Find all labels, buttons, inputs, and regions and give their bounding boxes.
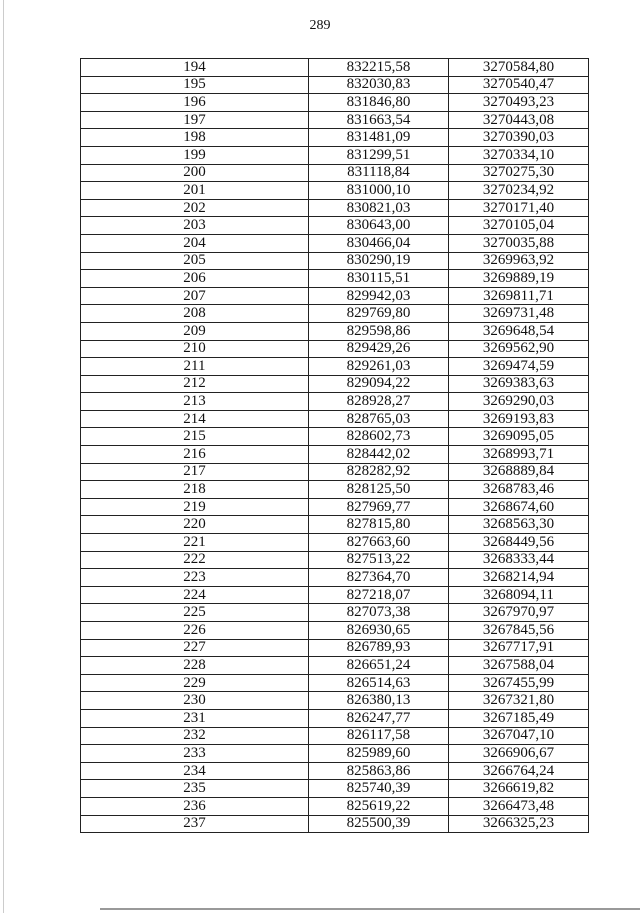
point-number-cell: 234 bbox=[81, 762, 309, 780]
point-number-cell: 199 bbox=[81, 146, 309, 164]
point-number-cell: 214 bbox=[81, 410, 309, 428]
y-coordinate-cell: 3267047,10 bbox=[449, 727, 589, 745]
point-number-cell: 210 bbox=[81, 340, 309, 358]
point-number-cell: 222 bbox=[81, 551, 309, 569]
table-row bbox=[81, 305, 589, 323]
y-coordinate-cell: 3270234,92 bbox=[449, 182, 589, 200]
table-row bbox=[81, 534, 589, 552]
y-coordinate-cell: 3268993,71 bbox=[449, 446, 589, 464]
y-coordinate-cell: 3269474,59 bbox=[449, 358, 589, 376]
table-row bbox=[81, 322, 589, 340]
table-row bbox=[81, 692, 589, 710]
x-coordinate-cell: 826930,65 bbox=[309, 622, 449, 640]
x-coordinate-cell: 826651,24 bbox=[309, 657, 449, 675]
y-coordinate-cell: 3267185,49 bbox=[449, 709, 589, 727]
table-row bbox=[81, 287, 589, 305]
x-coordinate-cell: 827218,07 bbox=[309, 586, 449, 604]
coordinates-table bbox=[80, 58, 589, 833]
point-number-cell: 213 bbox=[81, 393, 309, 411]
y-coordinate-cell: 3270493,23 bbox=[449, 94, 589, 112]
point-number-cell: 224 bbox=[81, 586, 309, 604]
x-coordinate-cell: 828602,73 bbox=[309, 428, 449, 446]
point-number-cell: 207 bbox=[81, 287, 309, 305]
y-coordinate-cell: 3268889,84 bbox=[449, 463, 589, 481]
y-coordinate-cell: 3269963,92 bbox=[449, 252, 589, 270]
table-row bbox=[81, 129, 589, 147]
x-coordinate-cell: 831481,09 bbox=[309, 129, 449, 147]
table-row bbox=[81, 780, 589, 798]
point-number-cell: 233 bbox=[81, 745, 309, 763]
point-number-cell: 227 bbox=[81, 639, 309, 657]
table-row bbox=[81, 164, 589, 182]
table-row bbox=[81, 498, 589, 516]
y-coordinate-cell: 3270584,80 bbox=[449, 59, 589, 77]
point-number-cell: 236 bbox=[81, 797, 309, 815]
y-coordinate-cell: 3267970,97 bbox=[449, 604, 589, 622]
point-number-cell: 200 bbox=[81, 164, 309, 182]
point-number-cell: 203 bbox=[81, 217, 309, 235]
y-coordinate-cell: 3266325,23 bbox=[449, 815, 589, 833]
point-number-cell: 229 bbox=[81, 674, 309, 692]
x-coordinate-cell: 826514,63 bbox=[309, 674, 449, 692]
page-number: 289 bbox=[309, 18, 331, 33]
x-coordinate-cell: 830466,04 bbox=[309, 234, 449, 252]
y-coordinate-cell: 3269095,05 bbox=[449, 428, 589, 446]
x-coordinate-cell: 830290,19 bbox=[309, 252, 449, 270]
x-coordinate-cell: 832215,58 bbox=[309, 59, 449, 77]
table-row bbox=[81, 182, 589, 200]
x-coordinate-cell: 828928,27 bbox=[309, 393, 449, 411]
point-number-cell: 226 bbox=[81, 622, 309, 640]
point-number-cell: 211 bbox=[81, 358, 309, 376]
point-number-cell: 219 bbox=[81, 498, 309, 516]
point-number-cell: 232 bbox=[81, 727, 309, 745]
table-row bbox=[81, 217, 589, 235]
x-coordinate-cell: 830643,00 bbox=[309, 217, 449, 235]
table-row bbox=[81, 358, 589, 376]
table-row bbox=[81, 59, 589, 77]
x-coordinate-cell: 829429,26 bbox=[309, 340, 449, 358]
y-coordinate-cell: 3270275,30 bbox=[449, 164, 589, 182]
x-coordinate-cell: 826789,93 bbox=[309, 639, 449, 657]
point-number-cell: 216 bbox=[81, 446, 309, 464]
point-number-cell: 195 bbox=[81, 76, 309, 94]
y-coordinate-cell: 3269193,83 bbox=[449, 410, 589, 428]
y-coordinate-cell: 3267588,04 bbox=[449, 657, 589, 675]
x-coordinate-cell: 826380,13 bbox=[309, 692, 449, 710]
table-body bbox=[81, 59, 589, 833]
y-coordinate-cell: 3270540,47 bbox=[449, 76, 589, 94]
y-coordinate-cell: 3266619,82 bbox=[449, 780, 589, 798]
x-coordinate-cell: 832030,83 bbox=[309, 76, 449, 94]
x-coordinate-cell: 828125,50 bbox=[309, 481, 449, 499]
table-row bbox=[81, 393, 589, 411]
x-coordinate-cell: 826247,77 bbox=[309, 709, 449, 727]
y-coordinate-cell: 3270334,10 bbox=[449, 146, 589, 164]
table-row bbox=[81, 410, 589, 428]
point-number-cell: 231 bbox=[81, 709, 309, 727]
x-coordinate-cell: 827969,77 bbox=[309, 498, 449, 516]
x-coordinate-cell: 828282,92 bbox=[309, 463, 449, 481]
table-row bbox=[81, 234, 589, 252]
table-row bbox=[81, 199, 589, 217]
scan-edge-left bbox=[3, 0, 4, 913]
table-row bbox=[81, 481, 589, 499]
x-coordinate-cell: 825500,39 bbox=[309, 815, 449, 833]
point-number-cell: 196 bbox=[81, 94, 309, 112]
point-number-cell: 220 bbox=[81, 516, 309, 534]
x-coordinate-cell: 831118,84 bbox=[309, 164, 449, 182]
point-number-cell: 218 bbox=[81, 481, 309, 499]
x-coordinate-cell: 829261,03 bbox=[309, 358, 449, 376]
table-row bbox=[81, 76, 589, 94]
point-number-cell: 206 bbox=[81, 270, 309, 288]
x-coordinate-cell: 831000,10 bbox=[309, 182, 449, 200]
y-coordinate-cell: 3270105,04 bbox=[449, 217, 589, 235]
x-coordinate-cell: 825619,22 bbox=[309, 797, 449, 815]
table-row bbox=[81, 674, 589, 692]
y-coordinate-cell: 3266906,67 bbox=[449, 745, 589, 763]
point-number-cell: 198 bbox=[81, 129, 309, 147]
y-coordinate-cell: 3266764,24 bbox=[449, 762, 589, 780]
x-coordinate-cell: 829769,80 bbox=[309, 305, 449, 323]
scan-edge-bottom bbox=[100, 908, 640, 910]
table-row bbox=[81, 657, 589, 675]
point-number-cell: 235 bbox=[81, 780, 309, 798]
y-coordinate-cell: 3266473,48 bbox=[449, 797, 589, 815]
y-coordinate-cell: 3267717,91 bbox=[449, 639, 589, 657]
x-coordinate-cell: 828442,02 bbox=[309, 446, 449, 464]
table-row bbox=[81, 551, 589, 569]
point-number-cell: 204 bbox=[81, 234, 309, 252]
table-row bbox=[81, 604, 589, 622]
y-coordinate-cell: 3269811,71 bbox=[449, 287, 589, 305]
x-coordinate-cell: 830821,03 bbox=[309, 199, 449, 217]
y-coordinate-cell: 3269562,90 bbox=[449, 340, 589, 358]
x-coordinate-cell: 825989,60 bbox=[309, 745, 449, 763]
table-row bbox=[81, 111, 589, 129]
table-row bbox=[81, 815, 589, 833]
x-coordinate-cell: 829094,22 bbox=[309, 375, 449, 393]
y-coordinate-cell: 3268094,11 bbox=[449, 586, 589, 604]
x-coordinate-cell: 831846,80 bbox=[309, 94, 449, 112]
y-coordinate-cell: 3269889,19 bbox=[449, 270, 589, 288]
table-row bbox=[81, 516, 589, 534]
x-coordinate-cell: 827815,80 bbox=[309, 516, 449, 534]
y-coordinate-cell: 3267845,56 bbox=[449, 622, 589, 640]
point-number-cell: 221 bbox=[81, 534, 309, 552]
x-coordinate-cell: 828765,03 bbox=[309, 410, 449, 428]
table-row bbox=[81, 569, 589, 587]
x-coordinate-cell: 825740,39 bbox=[309, 780, 449, 798]
table-row bbox=[81, 745, 589, 763]
point-number-cell: 202 bbox=[81, 199, 309, 217]
x-coordinate-cell: 830115,51 bbox=[309, 270, 449, 288]
y-coordinate-cell: 3269648,54 bbox=[449, 322, 589, 340]
y-coordinate-cell: 3268674,60 bbox=[449, 498, 589, 516]
table-row bbox=[81, 797, 589, 815]
y-coordinate-cell: 3269290,03 bbox=[449, 393, 589, 411]
table-row bbox=[81, 709, 589, 727]
table-row bbox=[81, 270, 589, 288]
y-coordinate-cell: 3267455,99 bbox=[449, 674, 589, 692]
x-coordinate-cell: 827663,60 bbox=[309, 534, 449, 552]
point-number-cell: 197 bbox=[81, 111, 309, 129]
table-row bbox=[81, 727, 589, 745]
table-row bbox=[81, 639, 589, 657]
table-row bbox=[81, 375, 589, 393]
y-coordinate-cell: 3268783,46 bbox=[449, 481, 589, 499]
point-number-cell: 217 bbox=[81, 463, 309, 481]
point-number-cell: 228 bbox=[81, 657, 309, 675]
y-coordinate-cell: 3270035,88 bbox=[449, 234, 589, 252]
x-coordinate-cell: 827513,22 bbox=[309, 551, 449, 569]
table-row bbox=[81, 340, 589, 358]
x-coordinate-cell: 829598,86 bbox=[309, 322, 449, 340]
y-coordinate-cell: 3268563,30 bbox=[449, 516, 589, 534]
y-coordinate-cell: 3268333,44 bbox=[449, 551, 589, 569]
point-number-cell: 212 bbox=[81, 375, 309, 393]
table-row bbox=[81, 446, 589, 464]
table-row bbox=[81, 252, 589, 270]
point-number-cell: 201 bbox=[81, 182, 309, 200]
point-number-cell: 223 bbox=[81, 569, 309, 587]
x-coordinate-cell: 827073,38 bbox=[309, 604, 449, 622]
table-row bbox=[81, 586, 589, 604]
y-coordinate-cell: 3270171,40 bbox=[449, 199, 589, 217]
table-row bbox=[81, 622, 589, 640]
point-number-cell: 237 bbox=[81, 815, 309, 833]
point-number-cell: 225 bbox=[81, 604, 309, 622]
table-row bbox=[81, 146, 589, 164]
point-number-cell: 208 bbox=[81, 305, 309, 323]
y-coordinate-cell: 3268449,56 bbox=[449, 534, 589, 552]
point-number-cell: 194 bbox=[81, 59, 309, 77]
x-coordinate-cell: 831299,51 bbox=[309, 146, 449, 164]
point-number-cell: 205 bbox=[81, 252, 309, 270]
table-row bbox=[81, 463, 589, 481]
y-coordinate-cell: 3268214,94 bbox=[449, 569, 589, 587]
x-coordinate-cell: 826117,58 bbox=[309, 727, 449, 745]
table-row bbox=[81, 762, 589, 780]
x-coordinate-cell: 827364,70 bbox=[309, 569, 449, 587]
x-coordinate-cell: 825863,86 bbox=[309, 762, 449, 780]
table-row bbox=[81, 428, 589, 446]
y-coordinate-cell: 3270390,03 bbox=[449, 129, 589, 147]
y-coordinate-cell: 3269731,48 bbox=[449, 305, 589, 323]
x-coordinate-cell: 831663,54 bbox=[309, 111, 449, 129]
y-coordinate-cell: 3269383,63 bbox=[449, 375, 589, 393]
point-number-cell: 209 bbox=[81, 322, 309, 340]
y-coordinate-cell: 3267321,80 bbox=[449, 692, 589, 710]
x-coordinate-cell: 829942,03 bbox=[309, 287, 449, 305]
table-row bbox=[81, 94, 589, 112]
point-number-cell: 215 bbox=[81, 428, 309, 446]
y-coordinate-cell: 3270443,08 bbox=[449, 111, 589, 129]
point-number-cell: 230 bbox=[81, 692, 309, 710]
